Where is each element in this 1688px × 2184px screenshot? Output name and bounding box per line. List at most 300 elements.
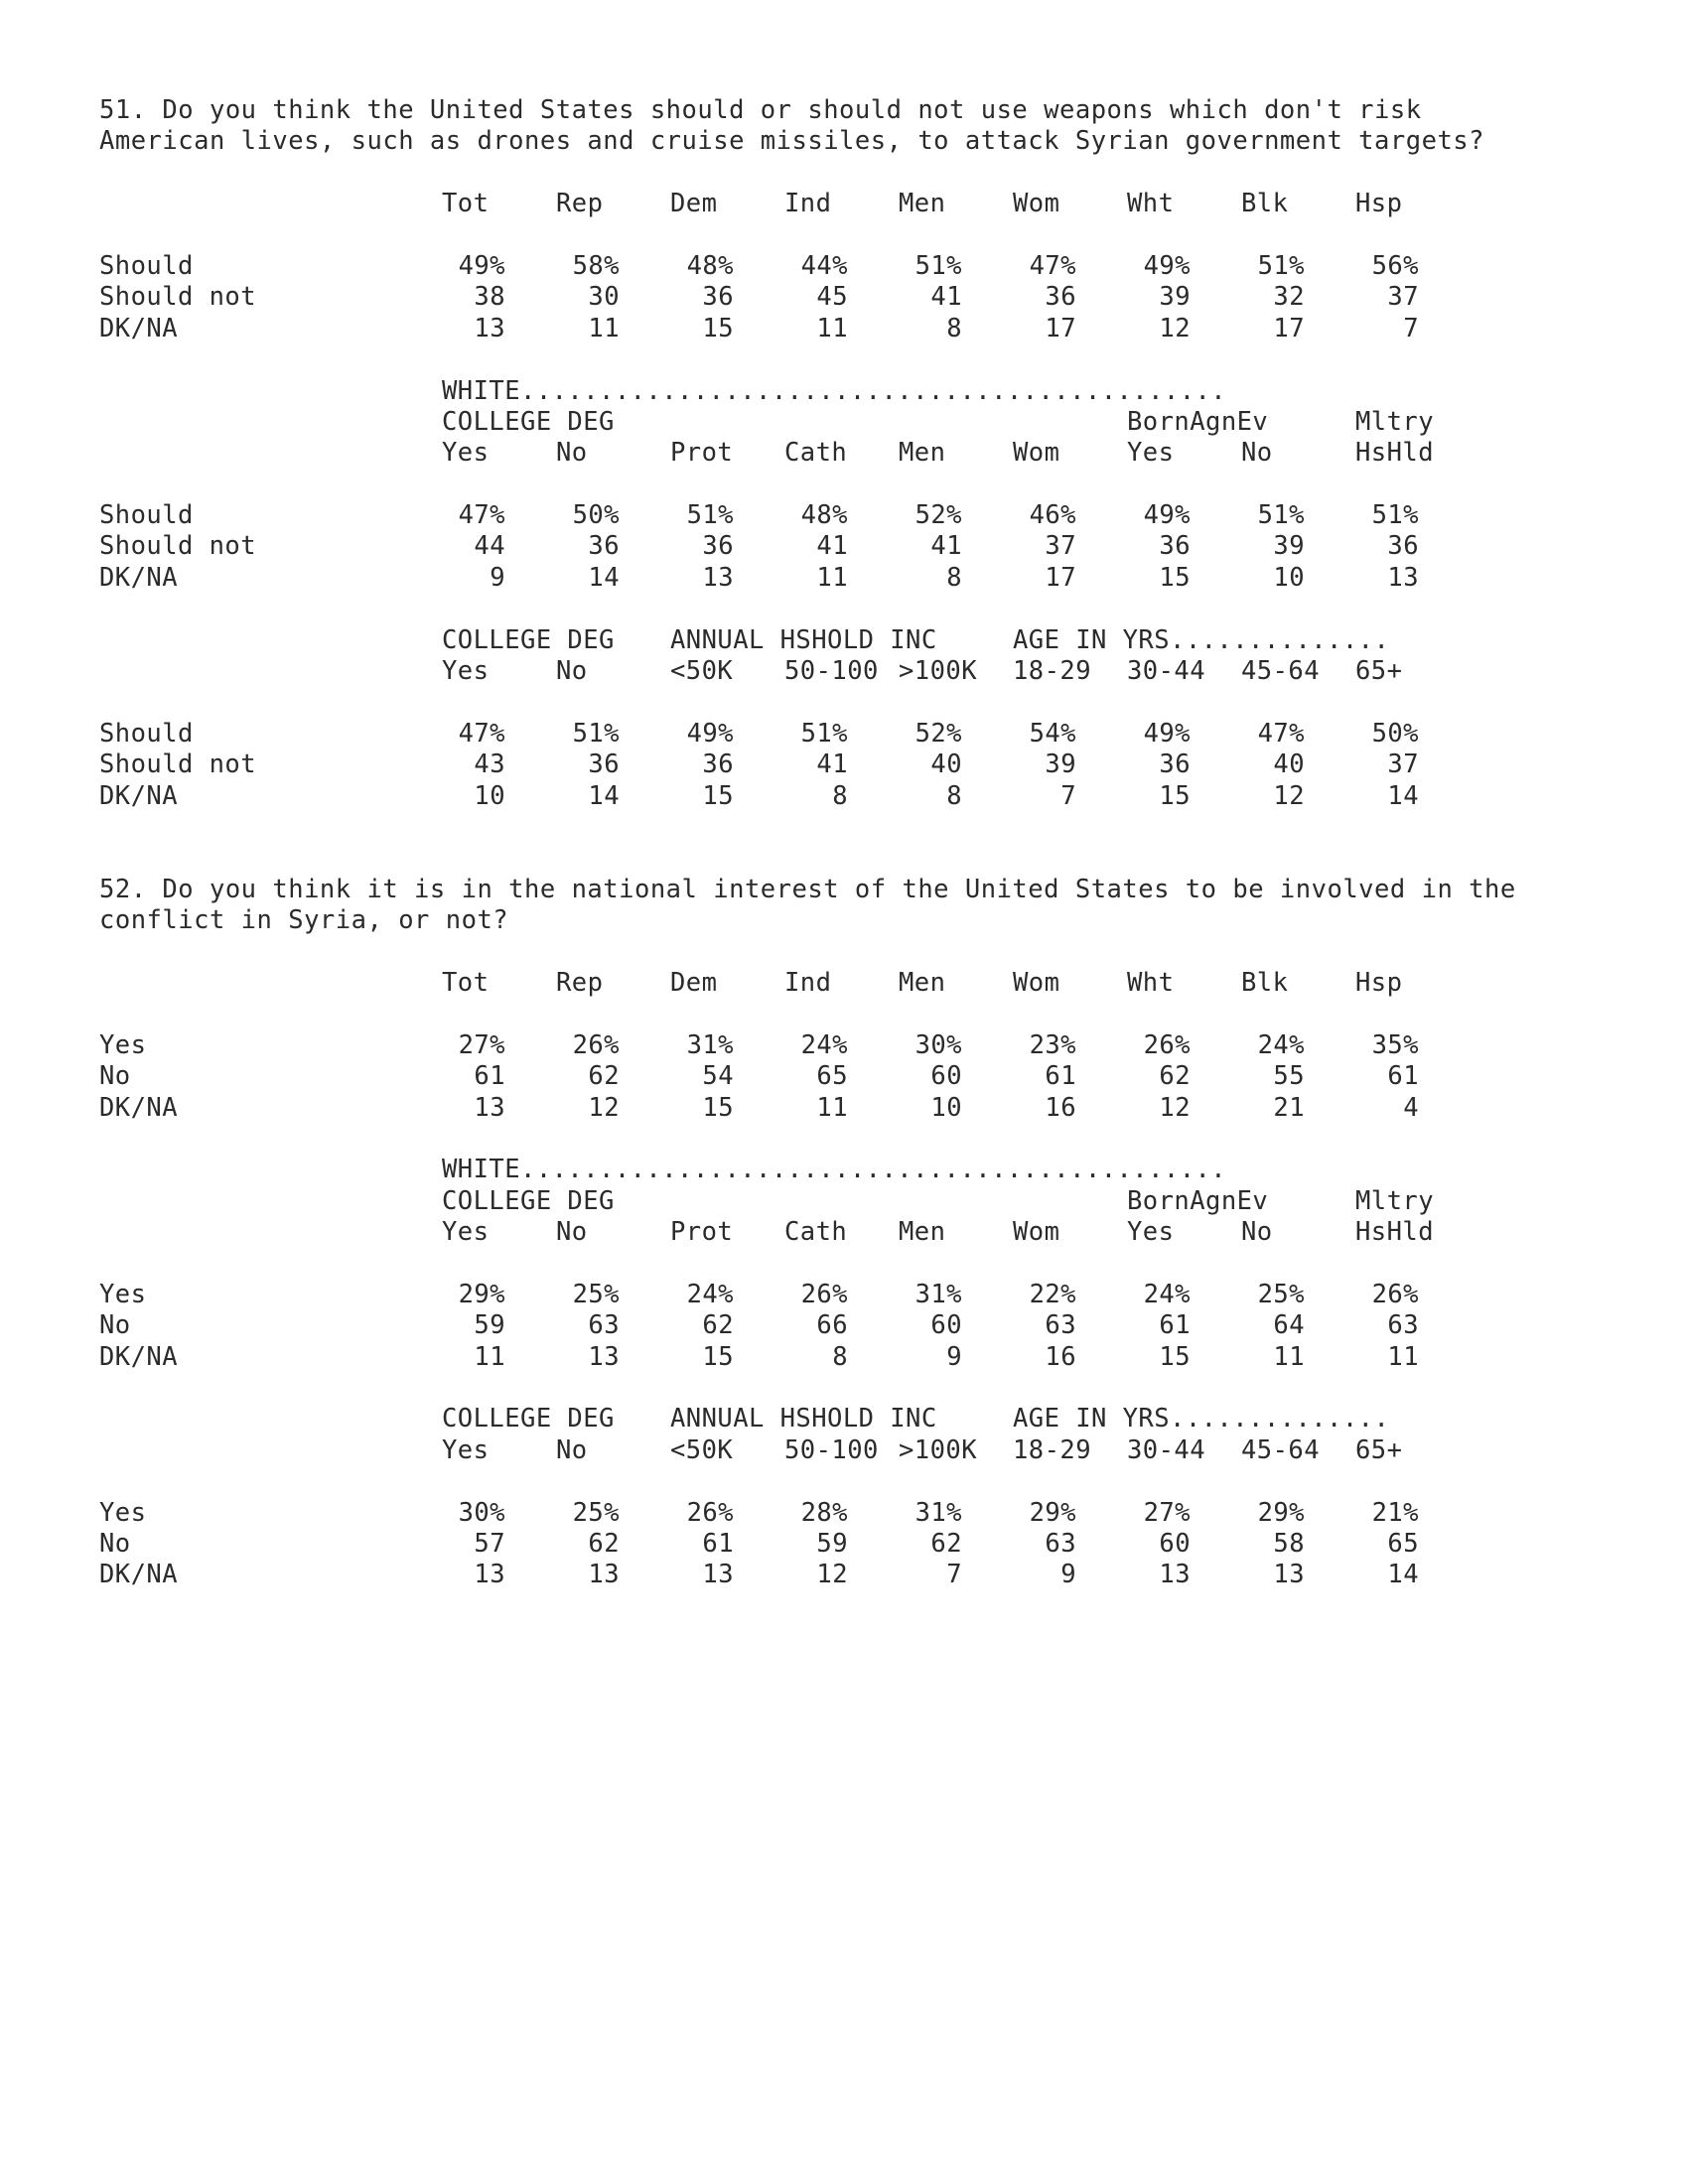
column-header: 50-100 <box>784 656 879 687</box>
table-cell: 10 <box>474 780 505 811</box>
column-header: Men <box>899 1217 946 1248</box>
spacer <box>99 158 1628 189</box>
table-cell: 51% <box>1257 250 1305 281</box>
table-cell: 9 <box>490 562 505 593</box>
table-cell: 12 <box>816 1560 848 1590</box>
table-row <box>99 1529 1628 1560</box>
spacer <box>99 687 1628 718</box>
table-row <box>99 1560 1628 1590</box>
question-text: conflict in Syria, or not? <box>99 905 509 936</box>
table-row <box>99 1498 1628 1529</box>
column-header: Ind <box>784 189 832 219</box>
table-cell: 25% <box>1257 1279 1305 1309</box>
table-cell: 26% <box>572 1029 620 1060</box>
table-cell: 63 <box>1045 1310 1076 1341</box>
table-cell: 65 <box>816 1061 848 1092</box>
row-label: DK/NA <box>99 562 179 593</box>
table-cell: 15 <box>702 313 734 343</box>
table-cell: 11 <box>816 562 848 593</box>
table-cell: 15 <box>702 780 734 811</box>
column-header: HsHld <box>1355 438 1435 469</box>
table-cell: 31% <box>914 1497 962 1528</box>
column-header: Yes <box>442 1434 490 1465</box>
column-header: 18-29 <box>1013 656 1092 687</box>
table-cell: 26% <box>686 1497 734 1528</box>
column-header: <50K <box>670 656 734 687</box>
spacer <box>99 843 1628 874</box>
table-cell: 62 <box>930 1528 962 1559</box>
table-cell: 8 <box>946 562 962 593</box>
table-cell: 29% <box>458 1279 505 1309</box>
column-header: Dem <box>670 967 718 998</box>
column-header: 65+ <box>1355 1434 1403 1465</box>
column-header: Dem <box>670 189 718 219</box>
table-cell: 39 <box>1159 282 1191 313</box>
table-cell: 51% <box>1257 500 1305 531</box>
row-label: DK/NA <box>99 1341 179 1372</box>
table-cell: 57 <box>474 1528 505 1559</box>
table-cell: 30% <box>914 1029 962 1060</box>
table-cell: 13 <box>702 1560 734 1590</box>
table-row <box>99 719 1628 750</box>
column-header-line <box>99 1404 1628 1434</box>
table-cell: 49% <box>686 718 734 749</box>
row-label: DK/NA <box>99 313 179 343</box>
table-cell: 11 <box>474 1341 505 1372</box>
row-label: DK/NA <box>99 1560 179 1590</box>
table-row <box>99 282 1628 313</box>
table-cell: 7 <box>1060 780 1076 811</box>
table-cell: 41 <box>930 531 962 562</box>
table-cell: 13 <box>474 1092 505 1123</box>
row-label: No <box>99 1528 131 1559</box>
column-header: Cath <box>784 438 848 469</box>
column-header: COLLEGE DEG <box>442 406 615 437</box>
column-header: AGE IN YRS.............. <box>1013 624 1390 655</box>
column-header: 45-64 <box>1241 1434 1321 1465</box>
crosstab-document <box>99 95 1628 1654</box>
column-header: Wom <box>1013 189 1060 219</box>
table-cell: 62 <box>1159 1061 1191 1092</box>
question-text-line <box>99 875 1628 905</box>
table-cell: 11 <box>588 313 620 343</box>
column-header-line <box>99 438 1628 469</box>
table-row <box>99 1342 1628 1373</box>
table-cell: 21% <box>1371 1497 1419 1528</box>
table-cell: 14 <box>1387 780 1419 811</box>
spacer <box>99 1373 1628 1404</box>
column-header: Yes <box>1127 438 1175 469</box>
table-cell: 15 <box>702 1341 734 1372</box>
column-header: Tot <box>442 967 490 998</box>
column-header: Mltry <box>1355 406 1435 437</box>
table-cell: 17 <box>1045 313 1076 343</box>
table-cell: 58 <box>1273 1528 1305 1559</box>
table-cell: 4 <box>1403 1092 1419 1123</box>
table-cell: 26% <box>800 1279 848 1309</box>
spacer <box>99 1124 1628 1155</box>
table-cell: 13 <box>1159 1560 1191 1590</box>
question-text-line <box>99 95 1628 126</box>
column-header: No <box>1241 1217 1273 1248</box>
column-header-line <box>99 189 1628 219</box>
table-cell: 17 <box>1045 562 1076 593</box>
row-label: No <box>99 1310 131 1341</box>
table-cell: 15 <box>1159 1341 1191 1372</box>
table-row <box>99 500 1628 531</box>
column-header: 30-44 <box>1127 1434 1206 1465</box>
table-row <box>99 1061 1628 1092</box>
column-header: Wom <box>1013 967 1060 998</box>
spacer <box>99 1622 1628 1653</box>
table-cell: 26% <box>1371 1279 1419 1309</box>
table-cell: 36 <box>588 531 620 562</box>
question-text: American lives, such as drones and cruise missiles, to attack Syrian government targets? <box>99 126 1485 157</box>
table-cell: 60 <box>1159 1528 1191 1559</box>
table-cell: 29% <box>1029 1497 1076 1528</box>
table-cell: 45 <box>816 282 848 313</box>
table-cell: 62 <box>588 1061 620 1092</box>
row-label: Yes <box>99 1279 147 1309</box>
column-header: Blk <box>1241 967 1289 998</box>
table-cell: 41 <box>816 531 848 562</box>
table-cell: 8 <box>946 313 962 343</box>
table-cell: 61 <box>474 1061 505 1092</box>
table-cell: 24% <box>686 1279 734 1309</box>
column-header: Wht <box>1127 967 1175 998</box>
table-cell: 27% <box>1143 1497 1191 1528</box>
spacer <box>99 937 1628 968</box>
table-cell: 16 <box>1045 1092 1076 1123</box>
column-header: <50K <box>670 1434 734 1465</box>
table-cell: 30% <box>458 1497 505 1528</box>
column-header: Rep <box>556 967 604 998</box>
table-cell: 10 <box>930 1092 962 1123</box>
table-cell: 36 <box>588 750 620 780</box>
table-cell: 56% <box>1371 250 1419 281</box>
table-cell: 60 <box>930 1061 962 1092</box>
column-header: ANNUAL HSHOLD INC <box>670 624 937 655</box>
table-cell: 39 <box>1273 531 1305 562</box>
spacer <box>99 1248 1628 1279</box>
spacer <box>99 470 1628 500</box>
table-row <box>99 1030 1628 1061</box>
table-cell: 13 <box>588 1560 620 1590</box>
white-super-header: WHITE............................................. <box>442 1155 1227 1185</box>
table-cell: 61 <box>1159 1310 1191 1341</box>
table-cell: 23% <box>1029 1029 1076 1060</box>
table-cell: 63 <box>1387 1310 1419 1341</box>
table-cell: 27% <box>458 1029 505 1060</box>
table-cell: 55 <box>1273 1061 1305 1092</box>
table-cell: 62 <box>588 1528 620 1559</box>
column-header: Hsp <box>1355 967 1403 998</box>
row-label: Yes <box>99 1029 147 1060</box>
spacer <box>99 1466 1628 1497</box>
table-cell: 36 <box>1159 531 1191 562</box>
table-row <box>99 1310 1628 1341</box>
table-cell: 47% <box>1257 718 1305 749</box>
column-header: Wht <box>1127 189 1175 219</box>
table-cell: 15 <box>702 1092 734 1123</box>
column-header: Tot <box>442 189 490 219</box>
table-cell: 24% <box>800 1029 848 1060</box>
table-cell: 47% <box>1029 250 1076 281</box>
table-cell: 29% <box>1257 1497 1305 1528</box>
column-header: Wom <box>1013 438 1060 469</box>
row-label: Should <box>99 250 194 281</box>
table-cell: 15 <box>1159 562 1191 593</box>
table-cell: 36 <box>702 531 734 562</box>
table-cell: 63 <box>1045 1528 1076 1559</box>
column-header: Prot <box>670 1217 734 1248</box>
table-cell: 30 <box>588 282 620 313</box>
column-header: Wom <box>1013 1217 1060 1248</box>
table-cell: 26% <box>1143 1029 1191 1060</box>
table-row <box>99 781 1628 812</box>
row-label: DK/NA <box>99 780 179 811</box>
table-cell: 24% <box>1257 1029 1305 1060</box>
table-row <box>99 563 1628 594</box>
table-cell: 43 <box>474 750 505 780</box>
table-cell: 61 <box>1045 1061 1076 1092</box>
table-cell: 36 <box>1387 531 1419 562</box>
table-cell: 14 <box>1387 1560 1419 1590</box>
table-cell: 7 <box>1403 313 1419 343</box>
table-row <box>99 314 1628 344</box>
column-header: ANNUAL HSHOLD INC <box>670 1404 937 1434</box>
super-header-line <box>99 376 1628 407</box>
table-cell: 41 <box>930 282 962 313</box>
table-cell: 15 <box>1159 780 1191 811</box>
spacer <box>99 1591 1628 1622</box>
table-cell: 13 <box>702 562 734 593</box>
table-cell: 11 <box>816 1092 848 1123</box>
table-cell: 48% <box>800 500 848 531</box>
column-header: >100K <box>899 1434 978 1465</box>
table-cell: 35% <box>1371 1029 1419 1060</box>
table-cell: 12 <box>588 1092 620 1123</box>
table-cell: 11 <box>1273 1341 1305 1372</box>
table-cell: 37 <box>1045 531 1076 562</box>
table-cell: 25% <box>572 1497 620 1528</box>
spacer <box>99 999 1628 1029</box>
table-cell: 50% <box>572 500 620 531</box>
table-cell: 21 <box>1273 1092 1305 1123</box>
table-cell: 66 <box>816 1310 848 1341</box>
column-header: BornAgnEv <box>1127 1185 1269 1216</box>
column-header: Men <box>899 189 946 219</box>
table-cell: 54% <box>1029 718 1076 749</box>
table-cell: 49% <box>1143 500 1191 531</box>
column-header: 30-44 <box>1127 656 1206 687</box>
column-header-line <box>99 1217 1628 1248</box>
spacer <box>99 220 1628 251</box>
table-cell: 31% <box>914 1279 962 1309</box>
table-cell: 49% <box>458 250 505 281</box>
spacer <box>99 594 1628 624</box>
spacer <box>99 812 1628 843</box>
table-cell: 59 <box>474 1310 505 1341</box>
column-header: No <box>1241 438 1273 469</box>
table-cell: 8 <box>832 780 848 811</box>
table-cell: 52% <box>914 718 962 749</box>
column-header: COLLEGE DEG <box>442 1185 615 1216</box>
table-cell: 44 <box>474 531 505 562</box>
question-text: 52. Do you think it is in the national interest of the United States to be involved in the <box>99 874 1516 904</box>
table-cell: 10 <box>1273 562 1305 593</box>
column-header: >100K <box>899 656 978 687</box>
table-cell: 51% <box>800 718 848 749</box>
table-cell: 9 <box>946 1341 962 1372</box>
row-label: DK/NA <box>99 1092 179 1123</box>
table-cell: 44% <box>800 250 848 281</box>
column-header: 50-100 <box>784 1434 879 1465</box>
table-cell: 7 <box>946 1560 962 1590</box>
table-cell: 65 <box>1387 1528 1419 1559</box>
table-cell: 38 <box>474 282 505 313</box>
table-cell: 63 <box>588 1310 620 1341</box>
column-header: BornAgnEv <box>1127 406 1269 437</box>
row-label: Should not <box>99 282 257 313</box>
table-cell: 17 <box>1273 313 1305 343</box>
table-cell: 24% <box>1143 1279 1191 1309</box>
column-header: Prot <box>670 438 734 469</box>
column-header: Yes <box>1127 1217 1175 1248</box>
table-cell: 32 <box>1273 282 1305 313</box>
table-cell: 49% <box>1143 250 1191 281</box>
table-row <box>99 750 1628 780</box>
row-label: Should <box>99 500 194 531</box>
column-header-line <box>99 1186 1628 1217</box>
table-cell: 8 <box>832 1341 848 1372</box>
column-header: No <box>556 1217 588 1248</box>
table-cell: 14 <box>588 562 620 593</box>
table-cell: 60 <box>930 1310 962 1341</box>
column-header: AGE IN YRS.............. <box>1013 1404 1390 1434</box>
column-header: Rep <box>556 189 604 219</box>
table-cell: 61 <box>702 1528 734 1559</box>
table-cell: 13 <box>1387 562 1419 593</box>
table-cell: 16 <box>1045 1341 1076 1372</box>
row-label: Should not <box>99 531 257 562</box>
question-text-line <box>99 905 1628 936</box>
table-cell: 40 <box>1273 750 1305 780</box>
table-cell: 9 <box>1060 1560 1076 1590</box>
table-cell: 25% <box>572 1279 620 1309</box>
column-header: Cath <box>784 1217 848 1248</box>
table-cell: 52% <box>914 500 962 531</box>
column-header: Yes <box>442 656 490 687</box>
column-header: No <box>556 1434 588 1465</box>
table-cell: 41 <box>816 750 848 780</box>
column-header: Men <box>899 967 946 998</box>
column-header: Men <box>899 438 946 469</box>
table-cell: 22% <box>1029 1279 1076 1309</box>
table-row <box>99 1280 1628 1310</box>
table-cell: 8 <box>946 780 962 811</box>
table-cell: 31% <box>686 1029 734 1060</box>
table-cell: 59 <box>816 1528 848 1559</box>
question-text-line <box>99 126 1628 157</box>
table-cell: 36 <box>702 750 734 780</box>
column-header-line <box>99 968 1628 999</box>
table-cell: 11 <box>816 313 848 343</box>
table-cell: 28% <box>800 1497 848 1528</box>
column-header-line <box>99 407 1628 438</box>
column-header: No <box>556 656 588 687</box>
super-header-line <box>99 1155 1628 1185</box>
table-cell: 13 <box>1273 1560 1305 1590</box>
column-header-line <box>99 656 1628 687</box>
table-cell: 58% <box>572 250 620 281</box>
question-text: 51. Do you think the United States should or should not use weapons which don't risk <box>99 95 1422 125</box>
row-label: No <box>99 1061 131 1092</box>
table-cell: 61 <box>1387 1061 1419 1092</box>
table-cell: 51% <box>1371 500 1419 531</box>
table-cell: 13 <box>588 1341 620 1372</box>
row-label: Should <box>99 718 194 749</box>
column-header: COLLEGE DEG <box>442 624 615 655</box>
table-cell: 51% <box>914 250 962 281</box>
column-header: 18-29 <box>1013 1434 1092 1465</box>
column-header: Blk <box>1241 189 1289 219</box>
table-row <box>99 251 1628 282</box>
column-header: Hsp <box>1355 189 1403 219</box>
spacer <box>99 344 1628 375</box>
table-cell: 13 <box>474 313 505 343</box>
column-header: 45-64 <box>1241 656 1321 687</box>
table-cell: 50% <box>1371 718 1419 749</box>
table-cell: 64 <box>1273 1310 1305 1341</box>
table-cell: 36 <box>702 282 734 313</box>
table-cell: 47% <box>458 500 505 531</box>
row-label: Should not <box>99 750 257 780</box>
table-cell: 12 <box>1159 1092 1191 1123</box>
table-cell: 13 <box>474 1560 505 1590</box>
column-header: 65+ <box>1355 656 1403 687</box>
row-label: Yes <box>99 1497 147 1528</box>
table-cell: 46% <box>1029 500 1076 531</box>
table-cell: 49% <box>1143 718 1191 749</box>
table-cell: 48% <box>686 250 734 281</box>
column-header: Mltry <box>1355 1185 1435 1216</box>
table-row <box>99 531 1628 562</box>
column-header: Yes <box>442 1217 490 1248</box>
column-header: Ind <box>784 967 832 998</box>
white-super-header: WHITE............................................. <box>442 375 1227 406</box>
table-cell: 40 <box>930 750 962 780</box>
table-row <box>99 1093 1628 1124</box>
table-cell: 36 <box>1045 282 1076 313</box>
table-cell: 37 <box>1387 750 1419 780</box>
table-cell: 51% <box>686 500 734 531</box>
table-cell: 14 <box>588 780 620 811</box>
column-header-line <box>99 1435 1628 1466</box>
table-cell: 11 <box>1387 1341 1419 1372</box>
table-cell: 54 <box>702 1061 734 1092</box>
table-cell: 36 <box>1159 750 1191 780</box>
column-header: Yes <box>442 438 490 469</box>
table-cell: 37 <box>1387 282 1419 313</box>
column-header: HsHld <box>1355 1217 1435 1248</box>
table-cell: 39 <box>1045 750 1076 780</box>
table-cell: 62 <box>702 1310 734 1341</box>
table-cell: 47% <box>458 718 505 749</box>
table-cell: 12 <box>1273 780 1305 811</box>
table-cell: 12 <box>1159 313 1191 343</box>
column-header-line <box>99 625 1628 656</box>
